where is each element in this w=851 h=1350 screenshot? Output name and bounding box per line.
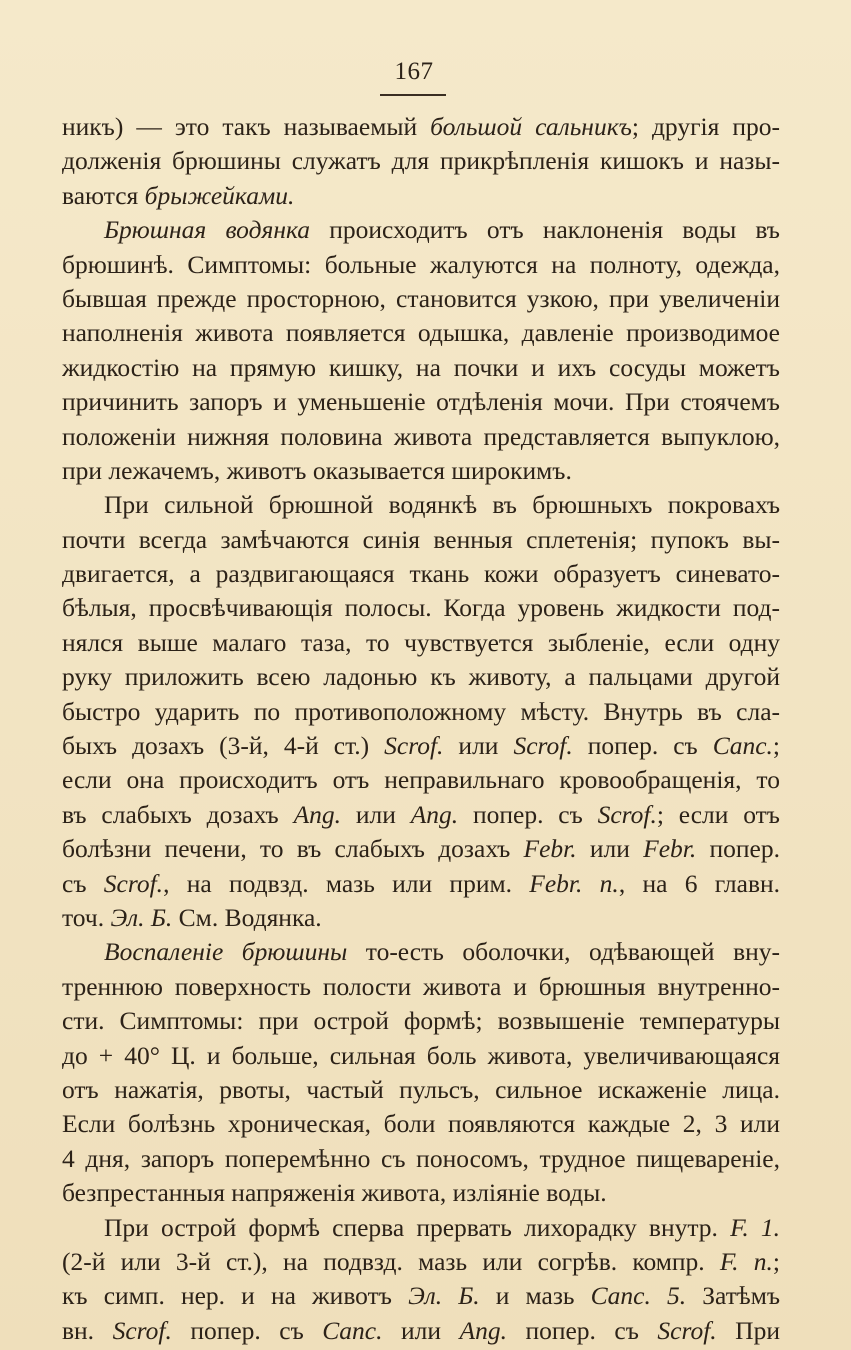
text-line: руку приложить всею ладонью къ животу, а пальцами другой [62, 662, 780, 692]
italic-term: F. n. [719, 1246, 773, 1276]
text-line: быстро ударить по противоположному мѣсту. Внутрь въ сла- [62, 696, 780, 726]
italic-term: Эл. Б. [110, 902, 173, 932]
text-line: до + 40° Ц. и больше, сильная боль живота, увеличивающаяся [62, 1040, 780, 1070]
text-line: наполненія живота появляется одышка, давленіе производимое [62, 318, 780, 348]
italic-term: Canc. [712, 731, 773, 761]
text-line: сти. Симптомы: при острой формѣ; возвышеніе температуры [62, 1006, 780, 1036]
text-line: въ слабыхъ дозахъ Ang. или Ang. попер. съ Scrof.; если отъ [62, 799, 780, 829]
text-line: Если болѣзнь хроническая, боли появляются каждые 2, 3 или [62, 1109, 780, 1139]
italic-term: Scrof. [513, 731, 573, 761]
text-line: При острой формѣ сперва прервать лихорадку внутр. F. 1. [104, 1212, 780, 1242]
text-line: съ Scrof., на подвзд. мазь или прим. Febr. n., на 6 главн. [62, 868, 780, 898]
text-line: 4 дня, запоръ поперемѣнно съ поносомъ, трудное пищевареніе, [62, 1143, 780, 1173]
italic-term: Эл. Б. [408, 1281, 480, 1311]
italic-term: Canc. [322, 1315, 383, 1345]
text-line: положеніи нижняя половина живота представляется выпуклою, [62, 421, 780, 451]
italic-term: Febr. [643, 834, 697, 864]
text-line: къ симп. нер. и на животъ Эл. Б. и мазь Canc. 5. Затѣмъ [62, 1281, 780, 1311]
text-line: треннюю поверхность полости живота и брюшныя внутренно- [62, 971, 780, 1001]
text-line: вн. Scrof. попер. съ Canc. или Ang. попер. съ Scrof. При [62, 1315, 780, 1345]
italic-term: F. 1. [730, 1212, 780, 1242]
text-line: двигается, а раздвигающаяся ткань кожи образуетъ синевато- [62, 559, 780, 589]
text-line: бѣлыя, просвѣчивающія полосы. Когда уровень жидкости под- [62, 593, 780, 623]
text-line: бывшая прежде просторною, становится узкою, при увеличеніи [62, 283, 780, 313]
italic-term: брыжейками. [144, 180, 295, 210]
italic-term: Ang. [410, 799, 459, 829]
text-line: отъ нажатія, рвоты, частый пульсъ, сильное искаженіе лица. [62, 1074, 780, 1104]
italic-term: Воспаленіе брюшины [104, 937, 348, 967]
text-line: долженія брюшины служатъ для прикрѣпленія кишокъ и назы- [62, 146, 780, 176]
italic-term: Ang. [459, 1315, 507, 1345]
text-line: если она происходитъ отъ неправильнаго кровообращенія, то [62, 765, 780, 795]
text-line: болѣзни печени, то въ слабыхъ дозахъ Febr. или Febr. попер. [62, 834, 780, 864]
text-line: почти всегда замѣчаются синія венныя сплетенія; пупокъ вы- [62, 524, 780, 554]
page-number-rule [380, 94, 446, 96]
text-line: безпрестанныя напряженія живота, изліяніе воды. [62, 1178, 607, 1208]
text-line: Воспаленіе брюшины то-есть оболочки, одѣвающей вну- [104, 937, 780, 967]
italic-term: Ang. [293, 799, 342, 829]
italic-term: Scrof. [103, 868, 164, 898]
text-line: быхъ дозахъ (3-й, 4-й ст.) Scrof. или Scrof. попер. съ Canc.; [62, 731, 780, 761]
text-line: нялся выше малаго таза, то чувствуется зыбленіе, если одну [62, 627, 780, 657]
italic-term: Scrof. [597, 799, 657, 829]
text-line: при лежачемъ, животъ оказывается широкимъ. [62, 455, 572, 485]
italic-term: Scrof. [657, 1315, 717, 1345]
text-line: Брюшная водянка происходитъ отъ наклоненія воды въ [104, 215, 780, 245]
text-line: брюшинѣ. Симптомы: больные жалуются на полноту, одежда, [62, 249, 780, 279]
text-line: причинить запоръ и уменьшеніе отдѣленія мочи. При стоячемъ [62, 387, 780, 417]
text-line: (2-й или 3-й ст.), на подвзд. мазь или согрѣв. компр. F. n.; [62, 1246, 780, 1276]
text-line: никъ) — это такъ называемый большой сальникъ; другія про- [62, 112, 780, 141]
italic-term: большой сальникъ [430, 112, 632, 141]
italic-term: Febr. [523, 834, 577, 864]
page-number: 167 [394, 58, 434, 85]
text-line: При сильной брюшной водянкѣ въ брюшныхъ покровахъ [104, 490, 780, 520]
italic-term: Febr. n. [529, 868, 619, 898]
body-text [62, 110, 780, 1348]
italic-term: Canc. 5. [590, 1281, 687, 1311]
italic-term: Брюшная водянка [104, 215, 311, 245]
text-line: ваются брыжейками. [62, 180, 295, 210]
italic-term: Scrof. [384, 731, 444, 761]
text-line: жидкостію на прямую кишку, на почки и ихъ сосуды можетъ [62, 352, 780, 382]
text-line: точ. Эл. Б. См. Водянка. [62, 902, 322, 932]
italic-term: Scrof. [112, 1315, 172, 1345]
